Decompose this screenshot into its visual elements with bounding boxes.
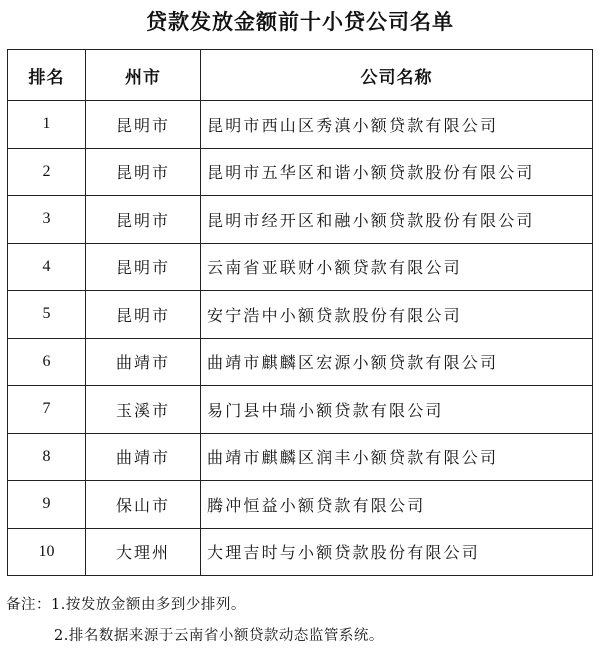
company-cell: 大理吉时与小额贷款股份有限公司 (201, 528, 593, 576)
rank-cell: 8 (8, 433, 86, 481)
city-cell: 昆明市 (86, 148, 201, 196)
rank-cell: 2 (8, 148, 86, 196)
rank-cell: 10 (8, 528, 86, 576)
rank-cell: 6 (8, 338, 86, 386)
company-cell: 昆明市经开区和融小额贷款股份有限公司 (201, 196, 593, 244)
table-row (8, 243, 593, 291)
rank-cell: 1 (8, 101, 86, 149)
note-line-1: 备注：1.按发放金额由多到少排列。 (6, 597, 246, 613)
city-cell: 昆明市 (86, 196, 201, 244)
company-cell: 昆明市西山区秀滇小额贷款有限公司 (201, 101, 593, 149)
company-cell: 腾冲恒益小额贷款有限公司 (201, 481, 593, 529)
city-cell: 曲靖市 (86, 338, 201, 386)
header-city: 州市 (86, 50, 201, 101)
table-row (8, 101, 593, 149)
header-rank: 排名 (8, 50, 86, 101)
notes (6, 590, 594, 652)
table-row (8, 433, 593, 481)
header-company: 公司名称 (201, 50, 593, 101)
company-cell: 昆明市五华区和谐小额贷款股份有限公司 (201, 148, 593, 196)
company-cell: 曲靖市麒麟区润丰小额贷款有限公司 (201, 433, 593, 481)
table-row (8, 481, 593, 529)
rank-cell: 3 (8, 196, 86, 244)
table-row (8, 528, 593, 576)
note-line-2: 2.排名数据来源于云南省小额贷款动态监管系统。 (54, 628, 384, 644)
table-row (8, 291, 593, 339)
city-cell: 保山市 (86, 481, 201, 529)
rank-cell: 4 (8, 243, 86, 291)
rank-cell: 9 (8, 481, 86, 529)
city-cell: 昆明市 (86, 101, 201, 149)
table-row (8, 386, 593, 434)
city-cell: 大理州 (86, 528, 201, 576)
table-row (8, 338, 593, 386)
company-cell: 易门县中瑞小额贷款有限公司 (201, 386, 593, 434)
company-cell: 曲靖市麒麟区宏源小额贷款有限公司 (201, 338, 593, 386)
table-row (8, 196, 593, 244)
table-row (8, 148, 593, 196)
city-cell: 昆明市 (86, 291, 201, 339)
city-cell: 玉溪市 (86, 386, 201, 434)
city-cell: 曲靖市 (86, 433, 201, 481)
city-cell: 昆明市 (86, 243, 201, 291)
company-cell: 安宁浩中小额贷款股份有限公司 (201, 291, 593, 339)
rank-cell: 7 (8, 386, 86, 434)
company-cell: 云南省亚联财小额贷款有限公司 (201, 243, 593, 291)
page-title: 贷款发放金额前十小贷公司名单 (146, 10, 454, 34)
table-header-row (8, 50, 593, 101)
rank-cell: 5 (8, 291, 86, 339)
ranking-table (7, 49, 593, 576)
